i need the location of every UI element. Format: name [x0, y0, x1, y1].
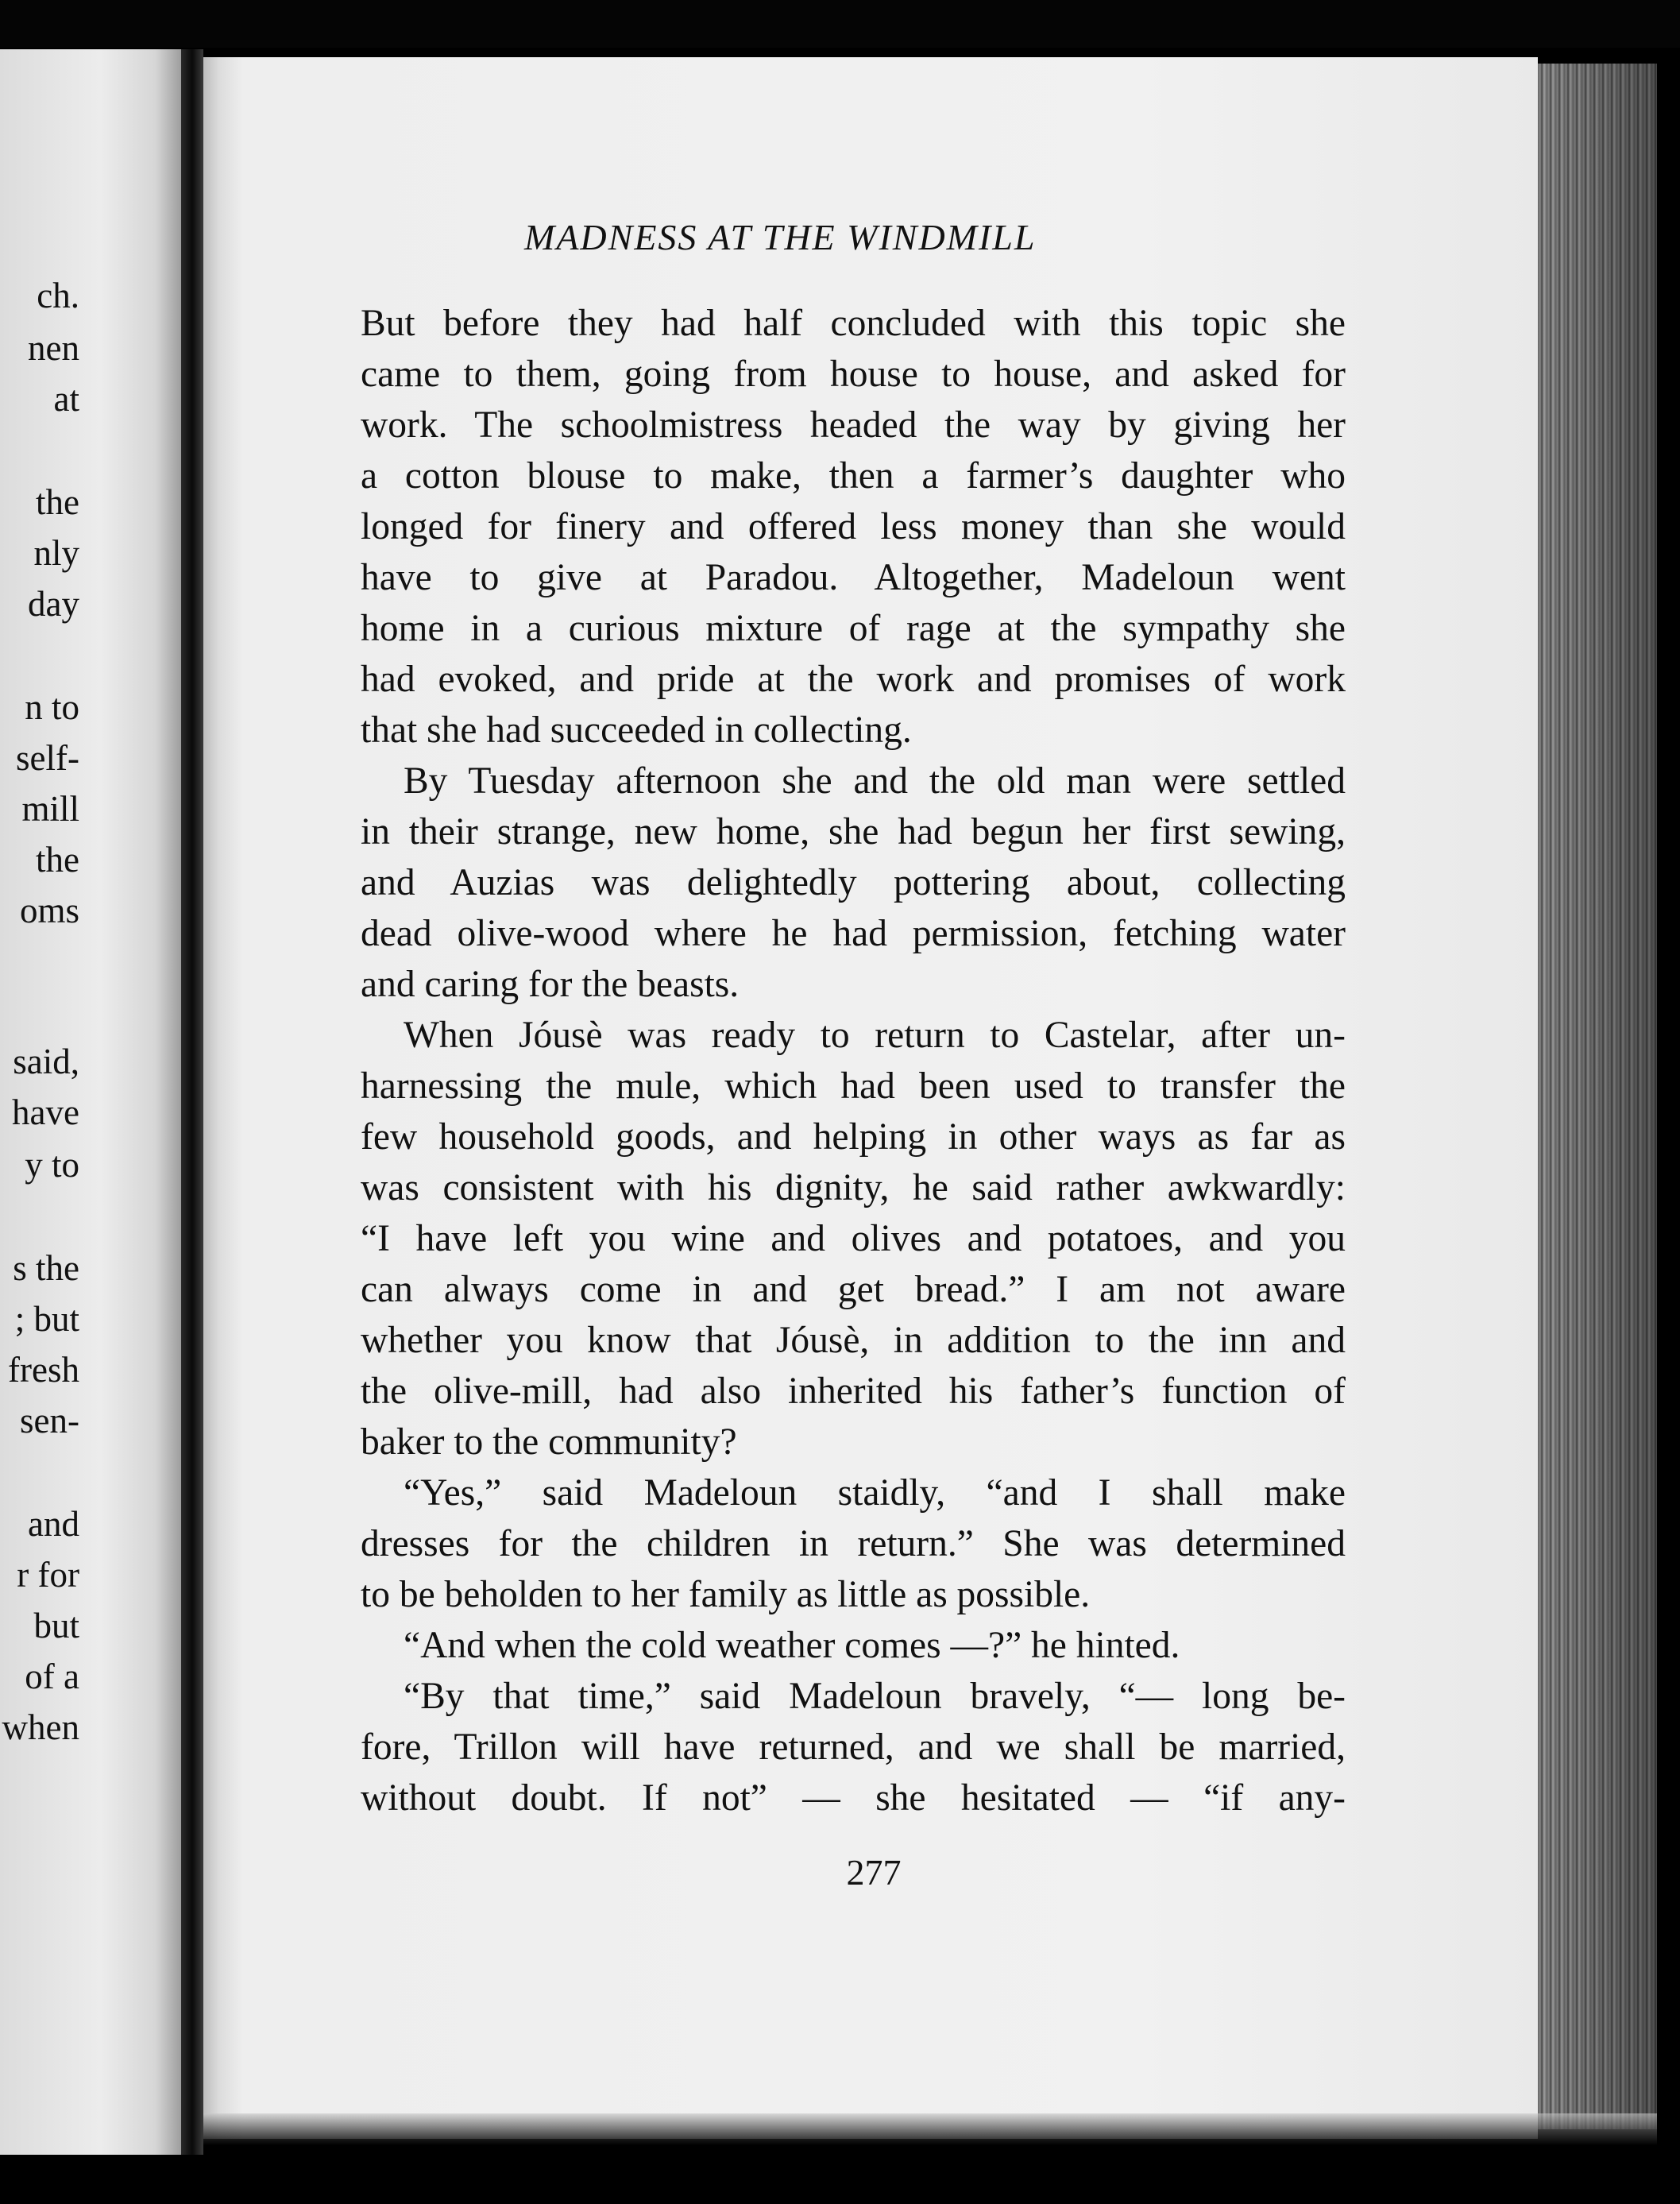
page-number: 277: [846, 1852, 902, 1893]
previous-page-line: the: [36, 840, 79, 880]
text-line: came to them, going from house to house, and asked for: [361, 354, 1346, 395]
previous-page-text: [0, 49, 79, 2155]
previous-page-fragment: [0, 49, 183, 2155]
text-line: that she had succeeded in collecting.: [361, 710, 912, 751]
text-line: “I have left you wine and olives and potatoes, and you: [361, 1218, 1346, 1259]
previous-page-line: the: [36, 482, 79, 522]
text-line: and caring for the beasts.: [361, 964, 740, 1005]
text-line: in their strange, new home, she had begun her first sewing,: [361, 811, 1346, 853]
previous-page-line: fresh: [8, 1350, 79, 1390]
running-head: MADNESS AT THE WINDMILL: [524, 217, 1037, 257]
text-line: fore, Trillon will have returned, and we shall be married,: [361, 1726, 1346, 1768]
text-line: a cotton blouse to make, then a farmer’s daughter who: [361, 455, 1346, 497]
text-line: dresses for the children in return.” She was determined: [361, 1523, 1346, 1564]
page-bottom-shadow: [203, 2113, 1657, 2145]
previous-page-line: said,: [13, 1042, 79, 1081]
text-line: without doubt. If not” — she hesitated — “if any-: [361, 1777, 1346, 1819]
previous-page-line: at: [53, 379, 79, 419]
text-line: By Tuesday afternoon she and the old man were settled: [404, 760, 1346, 802]
text-line: was consistent with his dignity, he said rather awkwardly:: [361, 1167, 1346, 1208]
previous-page-line: self-: [16, 738, 79, 778]
text-line: baker to the community?: [361, 1421, 737, 1463]
text-line: But before they had half concluded with this topic she: [361, 303, 1346, 344]
text-line: “And when the cold weather comes —?” he hinted.: [404, 1625, 1180, 1666]
scan-border: [0, 0, 1680, 48]
text-line: longed for finery and offered less money than she would: [361, 506, 1346, 547]
previous-page-line: day: [28, 584, 79, 624]
text-line: whether you know that Jóusè, in addition to the inn and: [361, 1320, 1346, 1361]
previous-page-line: of a: [25, 1657, 79, 1696]
text-line: can always come in and get bread.” I am not aware: [361, 1269, 1346, 1310]
previous-page-line: nly: [33, 533, 79, 573]
body-text: [361, 298, 1346, 1823]
previous-page-line: ch.: [37, 276, 79, 315]
text-line: dead olive-wood where he had permission, fetching water: [361, 913, 1346, 954]
text-line: to be beholden to her family as little as possible.: [361, 1574, 1091, 1615]
text-line: harnessing the mule, which had been used to transfer the: [361, 1065, 1346, 1107]
text-line: have to give at Paradou. Altogether, Madeloun went: [361, 557, 1346, 598]
text-line: home in a curious mixture of rage at the sympathy she: [361, 608, 1346, 649]
previous-page-line: mill: [21, 789, 79, 829]
previous-page-line: sen-: [20, 1401, 79, 1440]
text-line: had evoked, and pride at the work and promises of work: [361, 659, 1346, 700]
previous-page-line: oms: [19, 891, 79, 930]
previous-page-line: r for: [17, 1555, 79, 1595]
text-line: “Yes,” said Madeloun staidly, “and I shall make: [404, 1472, 1346, 1514]
page-edges-shadow: [1538, 64, 1657, 2129]
text-line: “By that time,” said Madeloun bravely, “— long be-: [404, 1676, 1346, 1717]
previous-page-line: ; but: [14, 1299, 79, 1339]
previous-page-line: and: [28, 1504, 79, 1544]
previous-page-line: nen: [28, 328, 79, 368]
previous-page-line: but: [33, 1606, 79, 1645]
book-gutter: [181, 49, 203, 2155]
text-line: few household goods, and helping in other ways as far as: [361, 1116, 1346, 1158]
previous-page-line: when: [2, 1707, 79, 1747]
text-line: work. The schoolmistress headed the way by giving her: [361, 404, 1346, 446]
text-line: When Jóusè was ready to return to Castelar, after un-: [404, 1015, 1346, 1056]
previous-page-line: y to: [25, 1145, 79, 1185]
text-line: the olive-mill, had also inherited his father’s function of: [361, 1371, 1346, 1412]
previous-page-line: have: [12, 1092, 79, 1132]
text-line: and Auzias was delightedly pottering about, collecting: [361, 862, 1346, 903]
previous-page-line: n to: [25, 687, 79, 727]
previous-page-line: s the: [13, 1248, 79, 1288]
